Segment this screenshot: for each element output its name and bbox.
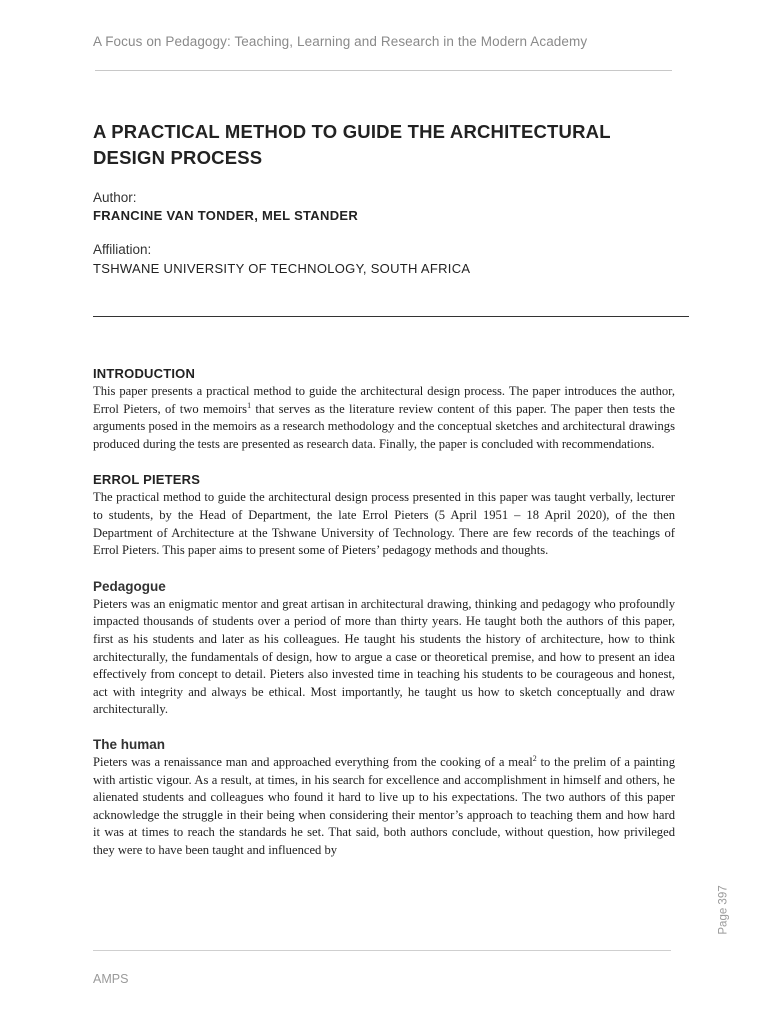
paper-title: A PRACTICAL METHOD TO GUIDE THE ARCHITECTURAL DESIGN PROCESS <box>93 121 611 168</box>
the-human-text-part1: Pieters was a renaissance man and approached everything from the cooking of a meal <box>93 754 533 769</box>
author-label: Author: <box>93 190 137 205</box>
author-names: FRANCINE VAN TONDER, MEL STANDER <box>93 208 359 223</box>
the-human-paragraph <box>93 754 675 860</box>
subheading-the-human: The human <box>93 736 166 752</box>
title-block-divider <box>93 316 689 317</box>
footnote-marker-1[interactable]: 1 <box>247 400 252 410</box>
the-human-text-part2: to the prelim of a painting with artistic vigour. As a result, at times, in his search for excellence and accomplishment in himself and others, he alienated students and colleagues who found it hard to live up to his expectations. The two authors of this paper acknowledge the struggle in their being when considering their mentor’s approach to teaching them and how hard it was at times to reach the standards he set. That said, both authors conclude, without question, how privileged they were to have been taught and influenced by <box>93 754 675 857</box>
page-number <box>704 880 744 940</box>
affiliation-label: Affiliation: <box>93 242 152 257</box>
errol-pieters-paragraph: The practical method to guide the architectural design process presented in this paper was taught verbally, lecturer to students, by the Head of Department, the late Errol Pieters (5 April 1951 – 18 April 2020), of the then Department of Architecture at the Tshwane University of Technology. There are few records of the teachings of Errol Pieters. This paper aims to present some of Pieters’ pedagogy methods and thoughts. <box>93 490 675 558</box>
introduction-paragraph <box>93 383 675 453</box>
introduction-text-part2: that serves as the literature review content of this paper. The paper then tests the arguments posed in the memoirs as a research methodology and the conceptual sketches and architectural drawings produced during the tests are presented as research data. Finally, the paper is concluded with recommendations. <box>93 401 675 451</box>
running-header: A Focus on Pedagogy: Teaching, Learning and Research in the Modern Academy <box>93 34 588 49</box>
footer-divider <box>93 950 671 951</box>
body-content <box>93 365 675 859</box>
header-divider <box>95 70 672 71</box>
subheading-pedagogue: Pedagogue <box>93 578 166 594</box>
introduction-text-part1: This paper presents a practical method to guide the architectural design process. The paper introduces the author, Errol Pieters, of two memoirs <box>93 384 675 416</box>
footer-publisher: AMPS <box>93 972 129 986</box>
pedagogue-paragraph: Pieters was an enigmatic mentor and great artisan in architectural drawing, thinking and pedagogy who profoundly impacted thousands of students over a period of more than thirty years. He taught both the authors of this paper, first as his students and later as his colleagues. He taught his students the history of architecture, how to think architecturally, the fundamentals of design, how to argue a case or theoretical premise, and how to present an idea effectively from concept to detail. Pieters also invested time in teaching his students to be courageous and honest, act with integrity and always be ethical. Most importantly, he taught us how to sketch conceptually and draw architecturally. <box>93 596 675 717</box>
footnote-marker-2[interactable]: 2 <box>532 753 537 763</box>
section-heading-errol-pieters: ERROL PIETERS <box>93 472 201 488</box>
section-heading-introduction: INTRODUCTION <box>93 366 196 381</box>
affiliation-value: TSHWANE UNIVERSITY OF TECHNOLOGY, SOUTH AFRICA <box>93 261 471 276</box>
page-number-text: Page 397 <box>718 885 730 935</box>
